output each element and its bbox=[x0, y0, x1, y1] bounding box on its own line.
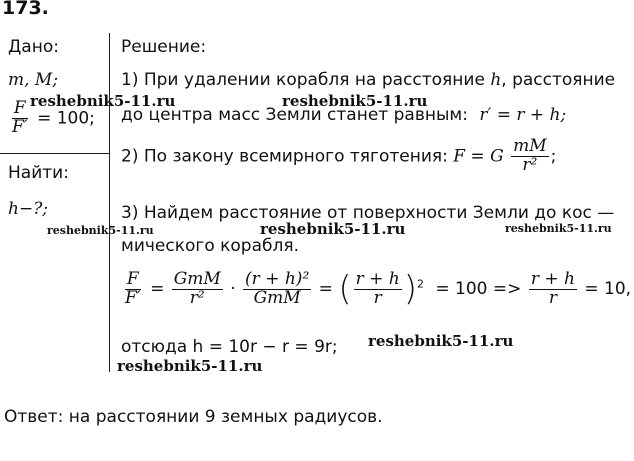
given-ratio-num: F bbox=[13, 98, 26, 118]
step2-F: F = G bbox=[453, 146, 504, 167]
eq-h-den: GmM bbox=[253, 287, 301, 308]
given-masses: m, M; bbox=[8, 70, 59, 90]
step1-text-c: до центра масс Земли станет равным: bbox=[121, 105, 474, 125]
eq-h-num: (r + h)² bbox=[245, 268, 310, 289]
given-ratio-den: F′ bbox=[12, 116, 28, 137]
watermark: reshebnik5-11.ru bbox=[505, 222, 612, 235]
step2-text: 2) По закону всемирного тяготения: bbox=[121, 146, 454, 167]
eq-p-num: r + h bbox=[355, 268, 400, 289]
step1-text-a: 1) При удалении корабля на расстояние bbox=[121, 70, 491, 90]
step3-line2: мического корабля. bbox=[121, 236, 299, 256]
watermark: reshebnik5-11.ru bbox=[47, 224, 154, 237]
step2-end: ; bbox=[550, 146, 557, 167]
main-equation: $\frac{F}{F'}$ = $\frac{\text{GmM}}{\text{r²}}$ · $\frac{\text{(r + h)²}}{\text{GmM}}$ = ( $\frac{r + h}{r}$ )$^2$ = 100 => $\frac{r + h}{r}$ = 10, bbox=[125, 268, 632, 309]
eq-f-den: F′ bbox=[125, 287, 141, 308]
step1-formula: r′ = r + h; bbox=[479, 105, 567, 125]
problem-number: 173. bbox=[2, 0, 49, 19]
eq-p-den: r bbox=[373, 287, 382, 308]
find-value: h−?; bbox=[8, 199, 49, 219]
watermark: reshebnik5-11.ru bbox=[30, 92, 176, 110]
find-label: Найти: bbox=[8, 163, 69, 183]
step2-den: r² bbox=[522, 154, 538, 175]
solution-label: Решение: bbox=[121, 37, 207, 57]
eq-square: 2 bbox=[417, 277, 424, 291]
eq-eq2: = bbox=[318, 279, 333, 299]
given-ratio-value: = 100; bbox=[37, 108, 95, 129]
eq-g-num: GmM bbox=[173, 268, 221, 289]
eq-last: = 10, bbox=[584, 279, 632, 299]
step2-num: mM bbox=[513, 136, 547, 156]
watermark: reshebnik5-11.ru bbox=[282, 92, 428, 110]
step3-line1: 3) Найдем расстояние от поверхности Земли до кос — bbox=[121, 203, 615, 223]
eq-last-den: r bbox=[548, 287, 557, 308]
given-find-divider bbox=[0, 153, 110, 154]
eq-eq100: = 100 => bbox=[435, 279, 522, 299]
watermark: reshebnik5-11.ru bbox=[117, 357, 263, 375]
eq-f-num: F bbox=[126, 268, 139, 289]
step2-line bbox=[121, 138, 556, 175]
eq-dot: · bbox=[230, 279, 236, 299]
eq-eq1: = bbox=[150, 279, 165, 299]
step1-line1 bbox=[121, 70, 615, 90]
eq-g-den: r² bbox=[189, 287, 205, 308]
eq-last-num: r + h bbox=[530, 268, 575, 289]
step1-text-b: , расстояние bbox=[501, 70, 616, 90]
watermark: reshebnik5-11.ru bbox=[260, 220, 406, 238]
equation-divider bbox=[109, 262, 110, 372]
answer: Ответ: на расстоянии 9 земных радиусов. bbox=[4, 407, 383, 427]
watermark: reshebnik5-11.ru bbox=[368, 332, 514, 350]
step1-h: h bbox=[490, 70, 502, 90]
result-line: отсюда h = 10r − r = 9r; bbox=[121, 337, 338, 357]
given-label: Дано: bbox=[8, 37, 59, 57]
